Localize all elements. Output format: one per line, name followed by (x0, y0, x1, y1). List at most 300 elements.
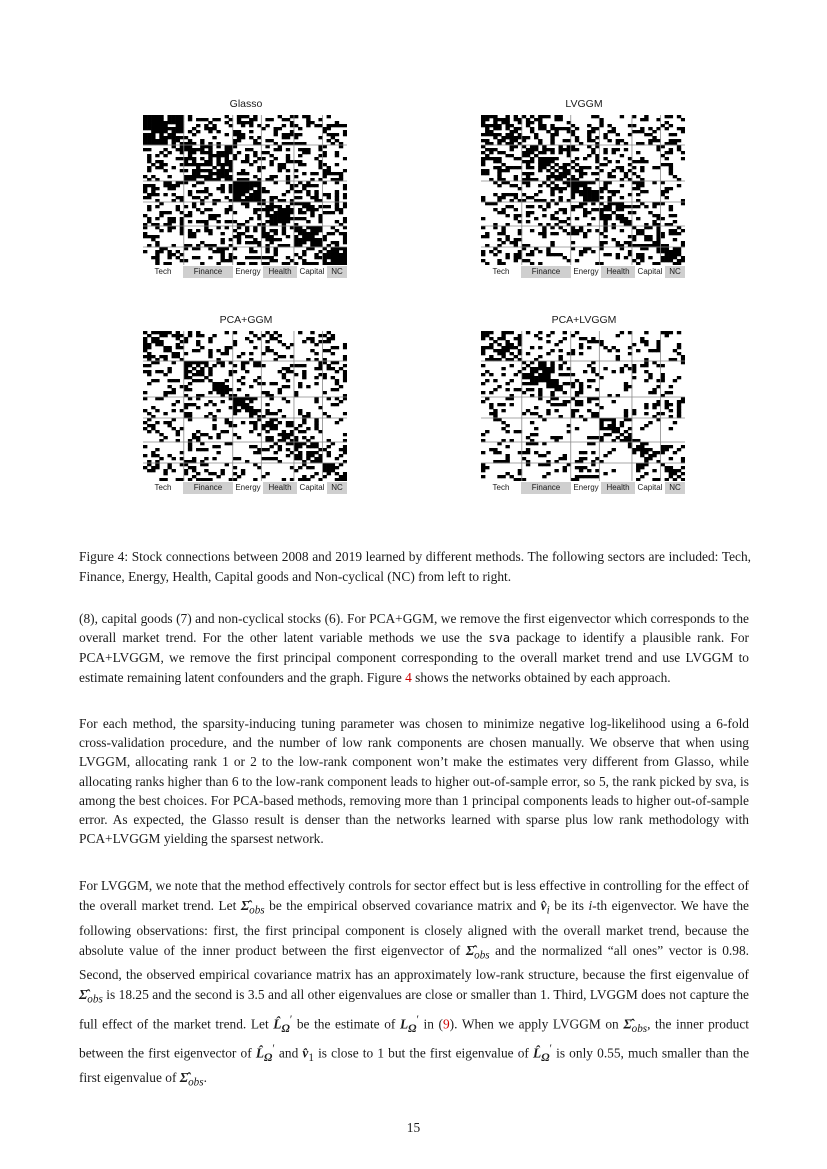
edge-cell (624, 241, 628, 244)
edge-cell (514, 184, 518, 187)
edge-cell (208, 472, 212, 475)
edge-cell (681, 472, 685, 475)
edge-cell (665, 115, 669, 118)
edge-cell (274, 442, 278, 445)
edge-cell (221, 163, 225, 166)
edge-cell (681, 445, 685, 448)
edge-cell (673, 247, 677, 250)
edge-cell (151, 139, 155, 142)
edge-cell (339, 175, 343, 178)
edge-cell (143, 466, 147, 469)
edge-cell (310, 451, 314, 454)
edge-cell (538, 127, 542, 130)
edge-cell (323, 376, 327, 379)
edge-cell (485, 124, 489, 127)
edge-cell (261, 208, 265, 211)
l-hat-symbol: L̂ (273, 1016, 282, 1032)
edge-cell (636, 262, 640, 265)
edge-cell (225, 352, 229, 355)
edge-cell (282, 211, 286, 214)
edge-cell (274, 382, 278, 385)
edge-cell (294, 427, 298, 430)
edge-cell (616, 202, 620, 205)
edge-cell (542, 364, 546, 367)
edge-cell (546, 340, 550, 343)
edge-cell (327, 331, 331, 334)
edge-cell (514, 256, 518, 259)
edge-cell (546, 247, 550, 250)
edge-cell (241, 376, 245, 379)
edge-cell (648, 448, 652, 451)
edge-cell (550, 148, 554, 151)
edge-cell (172, 391, 176, 394)
edge-cell (241, 172, 245, 175)
edge-cell (225, 388, 229, 391)
edge-cell (294, 169, 298, 172)
edge-cell (542, 148, 546, 151)
edge-cell (216, 157, 220, 160)
edge-cell (665, 259, 669, 262)
edge-cell (167, 466, 171, 469)
edge-cell (612, 448, 616, 451)
sector-tech: Tech (492, 267, 510, 276)
edge-cell (155, 343, 159, 346)
edge-cell (216, 445, 220, 448)
edge-cell (172, 226, 176, 229)
edge-cell (147, 364, 151, 367)
edge-cell (612, 169, 616, 172)
equation-ref-link[interactable]: 9 (442, 1016, 450, 1032)
edge-cell (306, 184, 310, 187)
edge-cell (143, 409, 147, 412)
l-hat-symbol: L̂ (255, 1045, 265, 1061)
edge-cell (314, 253, 318, 256)
edge-cell (681, 400, 685, 403)
edge-cell (212, 166, 216, 169)
edge-cell (233, 184, 237, 187)
edge-cell (184, 247, 188, 250)
edge-cell (497, 139, 501, 142)
edge-cell (216, 436, 220, 439)
edge-cell (184, 181, 188, 184)
edge-cell (176, 352, 180, 355)
edge-cell (335, 379, 339, 382)
edge-cell (612, 430, 616, 433)
edge-cell (575, 181, 579, 184)
edge-cell (192, 232, 196, 235)
edge-cell (323, 463, 327, 466)
edge-cell (579, 166, 583, 169)
subscript-omega: Ω (281, 1023, 290, 1036)
edge-cell (172, 361, 176, 364)
edge-cell (497, 157, 501, 160)
edge-cell (571, 478, 575, 481)
edge-cell (306, 445, 310, 448)
edge-cell (204, 478, 208, 481)
edge-cell (583, 166, 587, 169)
edge-cell (286, 136, 290, 139)
edge-cell (550, 172, 554, 175)
edge-cell (212, 172, 216, 175)
edge-cell (274, 157, 278, 160)
edge-cell (188, 442, 192, 445)
edge-cell (314, 193, 318, 196)
edge-cell (286, 424, 290, 427)
edge-cell (620, 184, 624, 187)
edge-cell (644, 205, 648, 208)
edge-cell (526, 172, 530, 175)
edge-cell (624, 436, 628, 439)
edge-cell (587, 397, 591, 400)
edge-cell (245, 370, 249, 373)
edge-cell (579, 457, 583, 460)
edge-cell (563, 148, 567, 151)
edge-cell (253, 193, 257, 196)
edge-cell (497, 184, 501, 187)
edge-cell (192, 202, 196, 205)
edge-cell (648, 139, 652, 142)
edge-cell (501, 403, 505, 406)
edge-cell (151, 130, 155, 133)
edge-cell (661, 373, 665, 376)
edge-cell (196, 349, 200, 352)
edge-cell (563, 139, 567, 142)
edge-cell (200, 157, 204, 160)
edge-cell (212, 427, 216, 430)
edge-cell (323, 391, 327, 394)
edge-cell (167, 181, 171, 184)
edge-cell (591, 442, 595, 445)
edge-cell (253, 421, 257, 424)
edge-cell (298, 181, 302, 184)
edge-cell (493, 340, 497, 343)
edge-cell (343, 346, 347, 349)
edge-cell (607, 175, 611, 178)
edge-cell (286, 262, 290, 265)
edge-cell (294, 160, 298, 163)
edge-cell (530, 388, 534, 391)
edge-cell (522, 367, 526, 370)
edge-cell (323, 340, 327, 343)
edge-cell (579, 400, 583, 403)
edge-cell (298, 442, 302, 445)
edge-cell (510, 193, 514, 196)
edge-cell (677, 331, 681, 334)
edge-cell (559, 151, 563, 154)
edge-cell (310, 211, 314, 214)
edge-cell (681, 466, 685, 469)
edge-cell (212, 424, 216, 427)
edge-cell (652, 361, 656, 364)
edge-cell (196, 247, 200, 250)
edge-cell (550, 175, 554, 178)
edge-cell (652, 478, 656, 481)
edge-cell (542, 373, 546, 376)
edge-cell (233, 331, 237, 334)
edge-cell (616, 430, 620, 433)
edge-cell (505, 214, 509, 217)
edge-cell (225, 220, 229, 223)
edge-cell (159, 160, 163, 163)
edge-cell (208, 217, 212, 220)
edge-cell (497, 343, 501, 346)
edge-cell (159, 355, 163, 358)
edge-cell (298, 256, 302, 259)
edge-cell (278, 214, 282, 217)
edge-cell (607, 130, 611, 133)
edge-cell (616, 253, 620, 256)
edge-cell (591, 148, 595, 151)
edge-cell (192, 256, 196, 259)
edge-cell (681, 397, 685, 400)
edge-cell (575, 184, 579, 187)
edge-cell (278, 217, 282, 220)
edge-cell (151, 193, 155, 196)
edge-cell (245, 160, 249, 163)
edge-cell (143, 445, 147, 448)
edge-cell (265, 214, 269, 217)
edge-cell (673, 214, 677, 217)
edge-cell (620, 217, 624, 220)
edge-cell (176, 433, 180, 436)
edge-cell (501, 211, 505, 214)
edge-cell (282, 355, 286, 358)
edge-cell (583, 181, 587, 184)
edge-cell (669, 259, 673, 262)
edge-cell (620, 421, 624, 424)
edge-cell (563, 229, 567, 232)
edge-cell (493, 451, 497, 454)
edge-cell (624, 172, 628, 175)
edge-cell (648, 454, 652, 457)
edge-cell (200, 334, 204, 337)
edge-cell (669, 472, 673, 475)
edge-cell (510, 166, 514, 169)
edge-cell (530, 370, 534, 373)
edge-cell (497, 259, 501, 262)
edge-cell (612, 193, 616, 196)
edge-cell (192, 247, 196, 250)
edge-cell (632, 211, 636, 214)
edge-cell (274, 181, 278, 184)
edge-cell (546, 202, 550, 205)
edge-cell (546, 472, 550, 475)
edge-cell (298, 238, 302, 241)
edge-cell (323, 235, 327, 238)
edge-cell (665, 331, 669, 334)
edge-cell (571, 145, 575, 148)
edge-cell (669, 187, 673, 190)
edge-cell (579, 343, 583, 346)
edge-cell (147, 121, 151, 124)
edge-cell (147, 424, 151, 427)
edge-cell (554, 163, 558, 166)
edge-cell (208, 148, 212, 151)
edge-cell (302, 217, 306, 220)
edge-cell (607, 160, 611, 163)
sector-labels (481, 482, 685, 494)
sector-capital: Capital (637, 267, 663, 276)
edge-cell (278, 127, 282, 130)
edge-cell (624, 412, 628, 415)
edge-cell (221, 151, 225, 154)
edge-cell (522, 115, 526, 118)
edge-cell (265, 340, 269, 343)
edge-cell (245, 172, 249, 175)
edge-cell (559, 172, 563, 175)
edge-cell (253, 250, 257, 253)
edge-cell (489, 403, 493, 406)
edge-cell (331, 361, 335, 364)
edge-cell (339, 256, 343, 259)
edge-cell (233, 139, 237, 142)
edge-cell (673, 133, 677, 136)
edge-cell (192, 157, 196, 160)
edge-cell (200, 442, 204, 445)
edge-cell (323, 193, 327, 196)
edge-cell (269, 337, 273, 340)
edge-cell (314, 196, 318, 199)
edge-cell (200, 379, 204, 382)
edge-cell (603, 235, 607, 238)
edge-cell (159, 151, 163, 154)
edge-cell (286, 433, 290, 436)
edge-cell (327, 262, 331, 265)
edge-cell (579, 382, 583, 385)
edge-cell (681, 241, 685, 244)
edge-cell (216, 151, 220, 154)
edge-cell (204, 187, 208, 190)
edge-cell (208, 127, 212, 130)
edge-cell (497, 250, 501, 253)
edge-cell (192, 379, 196, 382)
edge-cell (542, 145, 546, 148)
edge-cell (583, 247, 587, 250)
edge-cell (278, 445, 282, 448)
edge-cell (571, 193, 575, 196)
edge-cell (286, 367, 290, 370)
edge-cell (481, 463, 485, 466)
edge-cell (298, 385, 302, 388)
edge-cell (526, 205, 530, 208)
edge-cell (261, 424, 265, 427)
edge-cell (282, 397, 286, 400)
edge-cell (673, 349, 677, 352)
edge-cell (323, 412, 327, 415)
edge-cell (526, 118, 530, 121)
edge-cell (538, 169, 542, 172)
edge-cell (669, 133, 673, 136)
edge-cell (298, 424, 302, 427)
edge-cell (151, 238, 155, 241)
edge-cell (237, 118, 241, 121)
sector-energy: Energy (573, 267, 599, 276)
edge-cell (497, 196, 501, 199)
edge-cell (221, 256, 225, 259)
edge-cell (143, 133, 147, 136)
edge-cell (530, 145, 534, 148)
edge-cell (652, 214, 656, 217)
edge-cell (542, 367, 546, 370)
edge-cell (176, 157, 180, 160)
edge-cell (233, 457, 237, 460)
math-i: i (588, 898, 593, 913)
edge-cell (167, 118, 171, 121)
edge-cell (485, 334, 489, 337)
edge-cell (669, 163, 673, 166)
edge-cell (343, 241, 347, 244)
edge-cell (493, 226, 497, 229)
edge-cell (167, 133, 171, 136)
edge-cell (644, 340, 648, 343)
edge-cell (661, 154, 665, 157)
edge-cell (163, 478, 167, 481)
edge-cell (286, 421, 290, 424)
edge-cell (159, 163, 163, 166)
edge-cell (587, 124, 591, 127)
edge-cell (241, 202, 245, 205)
edge-cell (241, 190, 245, 193)
figure-ref-link[interactable]: 4 (405, 669, 412, 685)
edge-cell (155, 139, 159, 142)
edge-cell (489, 412, 493, 415)
edge-cell (245, 406, 249, 409)
edge-cell (310, 466, 314, 469)
edge-cell (505, 154, 509, 157)
edge-cell (550, 385, 554, 388)
edge-cell (343, 475, 347, 478)
edge-cell (188, 193, 192, 196)
edge-cell (282, 343, 286, 346)
edge-cell (155, 187, 159, 190)
edge-cell (542, 442, 546, 445)
edge-cell (216, 145, 220, 148)
edge-cell (497, 160, 501, 163)
edge-cell (335, 466, 339, 469)
edge-cell (530, 148, 534, 151)
edge-cell (510, 145, 514, 148)
edge-cell (314, 445, 318, 448)
edge-cell (184, 364, 188, 367)
edge-cell (147, 160, 151, 163)
edge-cell (196, 166, 200, 169)
edge-cell (612, 151, 616, 154)
edge-cell (501, 349, 505, 352)
edge-cell (282, 214, 286, 217)
edge-cell (314, 400, 318, 403)
edge-cell (310, 214, 314, 217)
edge-cell (669, 403, 673, 406)
panel-lvggm (479, 97, 689, 276)
edge-cell (607, 196, 611, 199)
edge-cell (652, 403, 656, 406)
edge-cell (323, 259, 327, 262)
edge-cell (196, 331, 200, 334)
edge-cell (176, 250, 180, 253)
edge-cell (298, 127, 302, 130)
edge-cell (176, 205, 180, 208)
edge-cell (241, 115, 245, 118)
edge-cell (225, 211, 229, 214)
edge-cell (192, 172, 196, 175)
edge-cell (327, 232, 331, 235)
edge-cell (542, 160, 546, 163)
edge-cell (530, 373, 534, 376)
edge-cell (579, 205, 583, 208)
edge-cell (286, 214, 290, 217)
edge-cell (192, 436, 196, 439)
edge-cell (493, 412, 497, 415)
